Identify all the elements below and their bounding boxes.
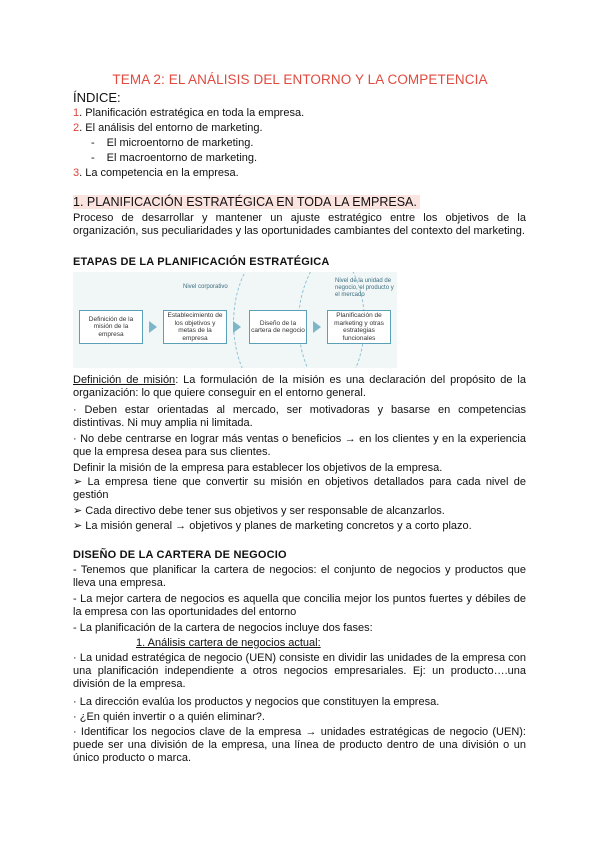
mission-arrow-1: ➢ La empresa tiene que convertir su misión en objetivos detallados para cada nivel de gestión [73,476,526,501]
mission-label: Definición de misión [73,374,176,386]
mission-bullet-1: · Deben estar orientadas al mercado, ser motivadoras y basarse en competencias distintivas. Ni muy amplia ni limitada. [73,404,526,429]
mission-paragraph: Definir la misión de la empresa para establecer los objetivos de la empresa. [73,462,443,474]
index-text: El microentorno de marketing. [106,137,254,149]
index-item-1 [73,107,304,120]
section-heading: 1. PLANIFICACIÓN ESTRATÉGICA EN TODA LA EMPRESA. [73,195,420,209]
arrow-icon [233,321,241,333]
index-heading: ÍNDICE: [73,90,121,105]
phase-1-heading: 1. Análisis cartera de negocios actual: [136,637,321,649]
level-corporate-label: Nivel corporativo [183,284,228,290]
section-intro: Proceso de desarrollar y mantener un ajuste estratégico entre los objetivos de la organización, sus peculiaridades y las oportunidades cambiantes del contexto del marketing. [73,212,526,237]
cartera-bullet-3: · ¿En quién invertir o a quién eliminar?. [73,711,265,723]
index-dash: - [91,137,95,149]
index-dash: - [91,152,95,164]
mission-definition [73,374,526,400]
mission-bullet-2: · No debe centrarse en lograr más ventas o beneficios → en los clientes y en la experiencia que la empresa desea para sus clientes. [73,433,526,458]
arrow-icon [149,321,157,333]
index-item-2a [91,137,253,150]
mission-arrow-3: ➢ La misión general → objetivos y planes de marketing concretos y a corto plazo. [73,520,472,532]
cartera-paragraph-3: - La planificación de la cartera de negocios incluye dos fases: [73,622,373,634]
index-item-3 [73,167,239,180]
cartera-bullet-1: · La unidad estratégica de negocio (UEN) consiste en dividir las unidades de la empresa con una planificación independiente a otros negocios empresariales. Ej: un producto….una división de la empresa. [73,652,526,690]
cartera-heading: DISEÑO DE LA CARTERA DE NEGOCIO [73,549,287,561]
index-text: . La competencia en la empresa. [79,167,239,179]
level-unit-label: Nivel de la unidad de negocio, el producto y el mercado [335,278,394,298]
index-num: 2 [73,122,80,134]
document-title: TEMA 2: EL ANÁLISIS DEL ENTORNO Y LA COMPETENCIA [112,72,488,87]
arrow-icon [313,321,321,333]
index-text: El macroentorno de marketing. [106,152,258,164]
etapas-heading: ETAPAS DE LA PLANIFICACIÓN ESTRATÉGICA [73,256,330,268]
stage-box-objectives: Establecimiento de los objetivos y metas de la empresa [163,310,227,344]
mission-arrow-2: ➢ Cada directivo debe tener sus objetivos y ser responsable de alcanzarlos. [73,505,445,517]
stage-box-marketing: Planificación de marketing y otras estrategias funcionales [327,310,391,344]
index-item-2 [73,122,263,135]
mission-text: : La formulación de la misión es una declaración del propósito de la organización: lo que quiere conseguir en el entorno general. [73,374,526,399]
index-item-2b [91,152,257,165]
index-text: . El análisis del entorno de marketing. [79,122,263,134]
index-num: 3 [73,167,80,179]
stage-box-mission: Definición de la misión de la empresa [79,310,143,344]
planning-stages-diagram [73,272,397,368]
cartera-bullet-4: · Identificar los negocios clave de la empresa → unidades estratégicas de negocio (UEN): puede ser una división de la empresa, una línea de producto dentro de una división o un único producto o marca. [73,726,526,764]
cartera-paragraph-2: - La mejor cartera de negocios es aquella que concilia mejor los puntos fuertes y débiles de la empresa con las oportunidades del entorno [73,593,526,618]
stage-box-portfolio: Diseño de la cartera de negocio [249,310,307,344]
cartera-bullet-2: · La dirección evalúa los productos y negocios que constituyen la empresa. [73,696,440,708]
index-text: . Planificación estratégica en toda la empresa. [79,107,305,119]
cartera-paragraph-1: - Tenemos que planificar la cartera de negocios: el conjunto de negocios y productos que lleva una empresa. [73,564,526,589]
index-num: 1 [73,107,80,119]
